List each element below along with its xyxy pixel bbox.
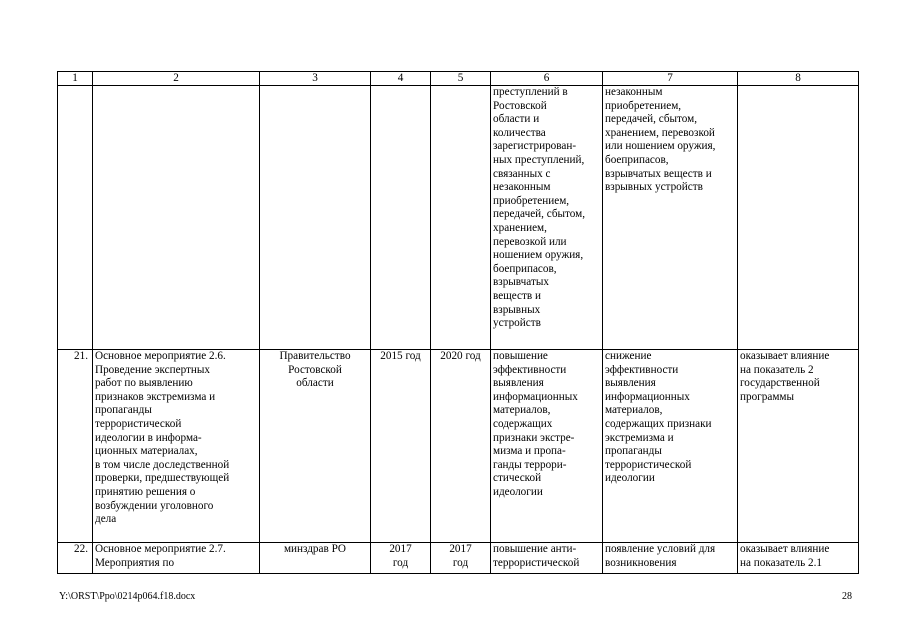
header-cell: 3 — [260, 72, 371, 86]
cell-text-line: эффективности — [605, 363, 679, 376]
expected-result-cell — [491, 86, 603, 350]
cell-text-line: области и — [493, 113, 540, 126]
cell-text-line: возникновения — [605, 556, 677, 569]
cell-text-line: принятию решения о — [95, 485, 196, 498]
cell-text-line: взрывчатых — [493, 276, 549, 289]
cell-text-line: Ростовской — [493, 99, 547, 112]
cell-text-line: в том числе доследственной — [95, 458, 230, 471]
cell-text-line: минздрав РО — [283, 543, 347, 555]
footer-page-number: 28 — [842, 591, 852, 602]
cell-text-line: Правительство — [279, 350, 351, 362]
cell-text-line: взрывчатых веществ и — [605, 167, 712, 180]
cell-text-line: дела — [95, 513, 117, 526]
cell-text-line: содержащих — [493, 417, 553, 430]
cell-text-line: идеологии в информа- — [95, 431, 202, 444]
header-cell: 2 — [93, 72, 260, 86]
header-cell: 6 — [491, 72, 603, 86]
cell-text-line: передачей, сбытом, — [605, 113, 698, 126]
cell-text-line: террористической — [605, 458, 692, 471]
cell-text-line: снижение — [605, 350, 652, 362]
cell-text-line: оказывает влияние — [740, 350, 830, 362]
row-number-cell — [58, 86, 93, 350]
table-row — [58, 543, 859, 574]
cell-text-line: 2015 год — [380, 350, 421, 362]
header-cell: 4 — [371, 72, 431, 86]
cell-text-line: признаков экстремизма и — [95, 390, 216, 403]
cell-text-line: год — [452, 556, 469, 569]
cell-text-line: повышение — [493, 350, 548, 362]
cell-text-line: боеприпасов, — [605, 153, 669, 166]
cell-text-line: программы — [740, 390, 794, 403]
cell-text-line: ношением оружия, — [493, 249, 584, 262]
expected-result-cell — [491, 350, 603, 543]
cell-text-line: на показатель 2.1 — [740, 556, 822, 569]
cell-text-line: 2017 — [449, 543, 472, 555]
executor-cell — [260, 543, 371, 574]
header-cell: 1 — [58, 72, 93, 86]
cell-text-line: ганды террори- — [493, 458, 567, 471]
cell-text-line: стической — [493, 472, 542, 485]
indicator-link-cell — [738, 543, 859, 574]
event-name-cell — [93, 86, 260, 350]
cell-text-line: террористической — [95, 417, 182, 430]
cell-text-line: преступлений в — [493, 86, 568, 98]
row-number-cell: 22. — [58, 543, 93, 574]
executor-cell — [260, 86, 371, 350]
cell-text-line: устройств — [493, 317, 541, 330]
cell-text-line: содержащих признаки — [605, 417, 712, 430]
cell-text-line: пропаганды — [605, 445, 662, 458]
cell-text-line: взрывных — [493, 303, 541, 316]
cell-text-line: зарегистрирован- — [493, 140, 577, 153]
executor-cell — [260, 350, 371, 543]
indicator-link-cell — [738, 86, 859, 350]
cell-text-line: Основное мероприятие 2.7. — [95, 543, 226, 555]
cell-text-line: незаконным — [605, 86, 663, 98]
consequence-cell — [603, 86, 738, 350]
cell-text-line: ных преступлений, — [493, 153, 585, 166]
cell-text-line: связанных с — [493, 167, 551, 180]
cell-text-line: возбуждении уголовного — [95, 499, 214, 512]
header-cell: 7 — [603, 72, 738, 86]
cell-text-line: материалов, — [605, 404, 663, 417]
cell-text-line: государственной — [740, 377, 820, 390]
cell-text-line: работ по выявлению — [95, 377, 193, 390]
start-year-cell — [371, 350, 431, 543]
expected-result-cell — [491, 543, 603, 574]
cell-text-line: 2020 год — [440, 350, 481, 362]
cell-text-line: пропаганды — [95, 404, 152, 417]
cell-text-line: Ростовской — [288, 363, 342, 376]
cell-text-line: информационных — [493, 390, 578, 403]
cell-text-line: ционных материалах, — [95, 445, 198, 458]
table-row — [58, 350, 859, 543]
cell-text-line: появление условий для — [605, 543, 716, 555]
consequence-cell — [603, 350, 738, 543]
cell-text-line: хранением, перевозкой — [605, 126, 715, 139]
cell-text-line: Основное мероприятие 2.6. — [95, 350, 226, 362]
cell-text-line: идеологии — [605, 472, 655, 485]
end-year-cell — [431, 86, 491, 350]
event-name-cell — [93, 543, 260, 574]
cell-text-line: проверки, предшествующей — [95, 472, 230, 485]
cell-text-line: эффективности — [493, 363, 567, 376]
cell-text-line: количества — [493, 126, 546, 139]
cell-text-line: Мероприятия по — [95, 556, 175, 569]
footer-file-path: Y:\ORST\Ppo\0214p064.f18.docx — [59, 591, 196, 602]
cell-text-line: террористической — [493, 556, 580, 569]
table-row — [58, 86, 859, 350]
cell-text-line: повышение анти- — [493, 543, 577, 555]
consequence-cell — [603, 543, 738, 574]
cell-text-line: Проведение экспертных — [95, 363, 211, 376]
event-name-cell — [93, 350, 260, 543]
cell-text-line: области — [296, 377, 334, 390]
cell-text-line: веществ и — [493, 289, 541, 302]
indicator-link-cell — [738, 350, 859, 543]
end-year-cell — [431, 350, 491, 543]
end-year-cell — [431, 543, 491, 574]
cell-text-line: приобретением, — [605, 99, 682, 112]
cell-text-line: выявления — [493, 377, 544, 390]
cell-text-line: хранением, — [493, 221, 547, 234]
row-number-cell: 21. — [58, 350, 93, 543]
cell-text-line: информационных — [605, 390, 690, 403]
cell-text-line: экстремизма и — [605, 431, 674, 444]
table-header-row — [58, 72, 859, 86]
cell-text-line: признаки экстре- — [493, 431, 575, 444]
cell-text-line: боеприпасов, — [493, 262, 557, 275]
header-cell: 8 — [738, 72, 859, 86]
cell-text-line: выявления — [605, 377, 656, 390]
cell-text-line: 2017 — [389, 543, 412, 555]
cell-text-line: идеологии — [493, 485, 543, 498]
cell-text-line: мизма и пропа- — [493, 445, 566, 458]
cell-text-line: взрывных устройств — [605, 181, 703, 194]
header-cell: 5 — [431, 72, 491, 86]
cell-text-line: незаконным — [493, 181, 551, 194]
start-year-cell — [371, 86, 431, 350]
cell-text-line: или ношением оружия, — [605, 140, 716, 153]
cell-text-line: оказывает влияние — [740, 543, 830, 555]
cell-text-line: материалов, — [493, 404, 551, 417]
cell-text-line: год — [392, 556, 409, 569]
cell-text-line: приобретением, — [493, 194, 570, 207]
program-table — [57, 71, 859, 574]
cell-text-line: перевозкой или — [493, 235, 567, 248]
start-year-cell — [371, 543, 431, 574]
cell-text-line: передачей, сбытом, — [493, 208, 586, 221]
cell-text-line: на показатель 2 — [740, 363, 814, 376]
